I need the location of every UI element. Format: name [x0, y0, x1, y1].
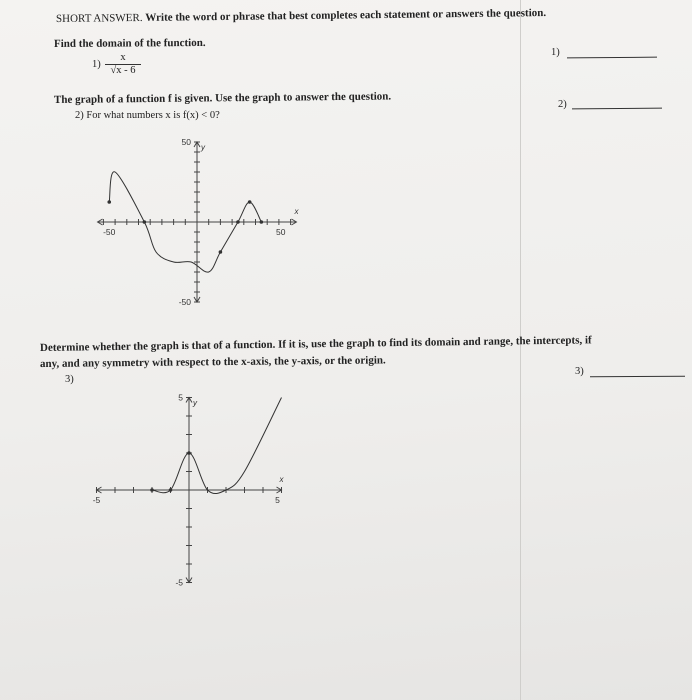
q2-answer-blank[interactable] [572, 108, 662, 110]
q2-graph-x-axis-name: x [294, 207, 299, 216]
q1-denominator: √x - 6 [110, 65, 136, 76]
page-fold [520, 0, 521, 700]
q3-graph-x-axis-name: x [279, 475, 284, 484]
q2-graph-y-tick-label-pos: 50 [181, 137, 191, 147]
q3-answer-blank[interactable] [590, 376, 685, 377]
q2-graph-function-curve [109, 172, 261, 272]
q3-graph-x-tick-label-neg: -5 [92, 495, 101, 505]
q2-graph-point [219, 250, 223, 254]
q3-graph-y-arrow-up [186, 398, 192, 403]
q2-graph-x-arrow-right [291, 219, 296, 225]
q2-graph-x-tick-label-pos: 50 [276, 227, 286, 237]
q2-graph-y-axis-name: y [201, 143, 205, 152]
q2-instruction: The graph of a function f is given. Use the graph to answer the question. [53, 90, 392, 106]
q2-prompt: 2) For what numbers x is f(x) < 0? [75, 110, 220, 121]
q3-graph-x-arrow-right [277, 487, 282, 493]
q2-graph-point [236, 220, 240, 224]
q3-graph-point [187, 451, 191, 455]
q2-graph-point [260, 220, 264, 224]
q2-graph-point [143, 220, 147, 224]
section-heading-bold: SHORT ANSWER. [55, 11, 143, 25]
q3-graph-y-axis-name: y [193, 398, 197, 408]
q2-graph-point [248, 200, 252, 204]
q1-numerator: x [120, 52, 126, 63]
q3-graph-y-tick-label-pos: 5 [178, 392, 183, 403]
section-heading-text: Write the word or phrase that best completes each statement or answers the question. [145, 7, 547, 24]
q3-instruction-line1: Determine whether the graph is that of a function. If it is, use the graph to find its domain and range, the intercepts, if [39, 334, 592, 354]
q3-graph-y-tick-label-neg: -5 [175, 577, 183, 588]
q3-graph-point [150, 488, 154, 492]
q3-graph-x-arrow-left [97, 487, 102, 493]
q3-graph-function-curve [152, 398, 282, 494]
q3-graph-y-arrow-down [186, 578, 192, 583]
q3-instruction-line2: any, and any symmetry with respect to the x-axis, the y-axis, or the origin. [39, 354, 386, 370]
q2-graph-x-arrow-left [98, 219, 103, 225]
q3-answer-label: 3) [575, 366, 584, 377]
q3-number: 3) [65, 374, 74, 385]
q1-instruction: Find the domain of the function. [53, 36, 206, 50]
q1-answer-label: 1) [551, 47, 560, 58]
q2-graph-y-tick-label-neg: -50 [178, 297, 191, 307]
q2-graph-y-arrow-up [194, 142, 200, 147]
q1-number: 1) [92, 59, 101, 70]
q2-graph-point [107, 200, 111, 204]
q3-graph-point [169, 488, 173, 492]
q2-graph-y-arrow-down [194, 297, 200, 302]
q1-answer-blank[interactable] [567, 57, 657, 59]
q2-graph-x-tick-label-neg: -50 [103, 227, 116, 237]
q2-answer-label: 2) [558, 99, 567, 110]
q3-graph-x-tick-label-pos: 5 [275, 495, 280, 505]
section-heading [56, 7, 546, 25]
q1-fraction [103, 52, 143, 77]
